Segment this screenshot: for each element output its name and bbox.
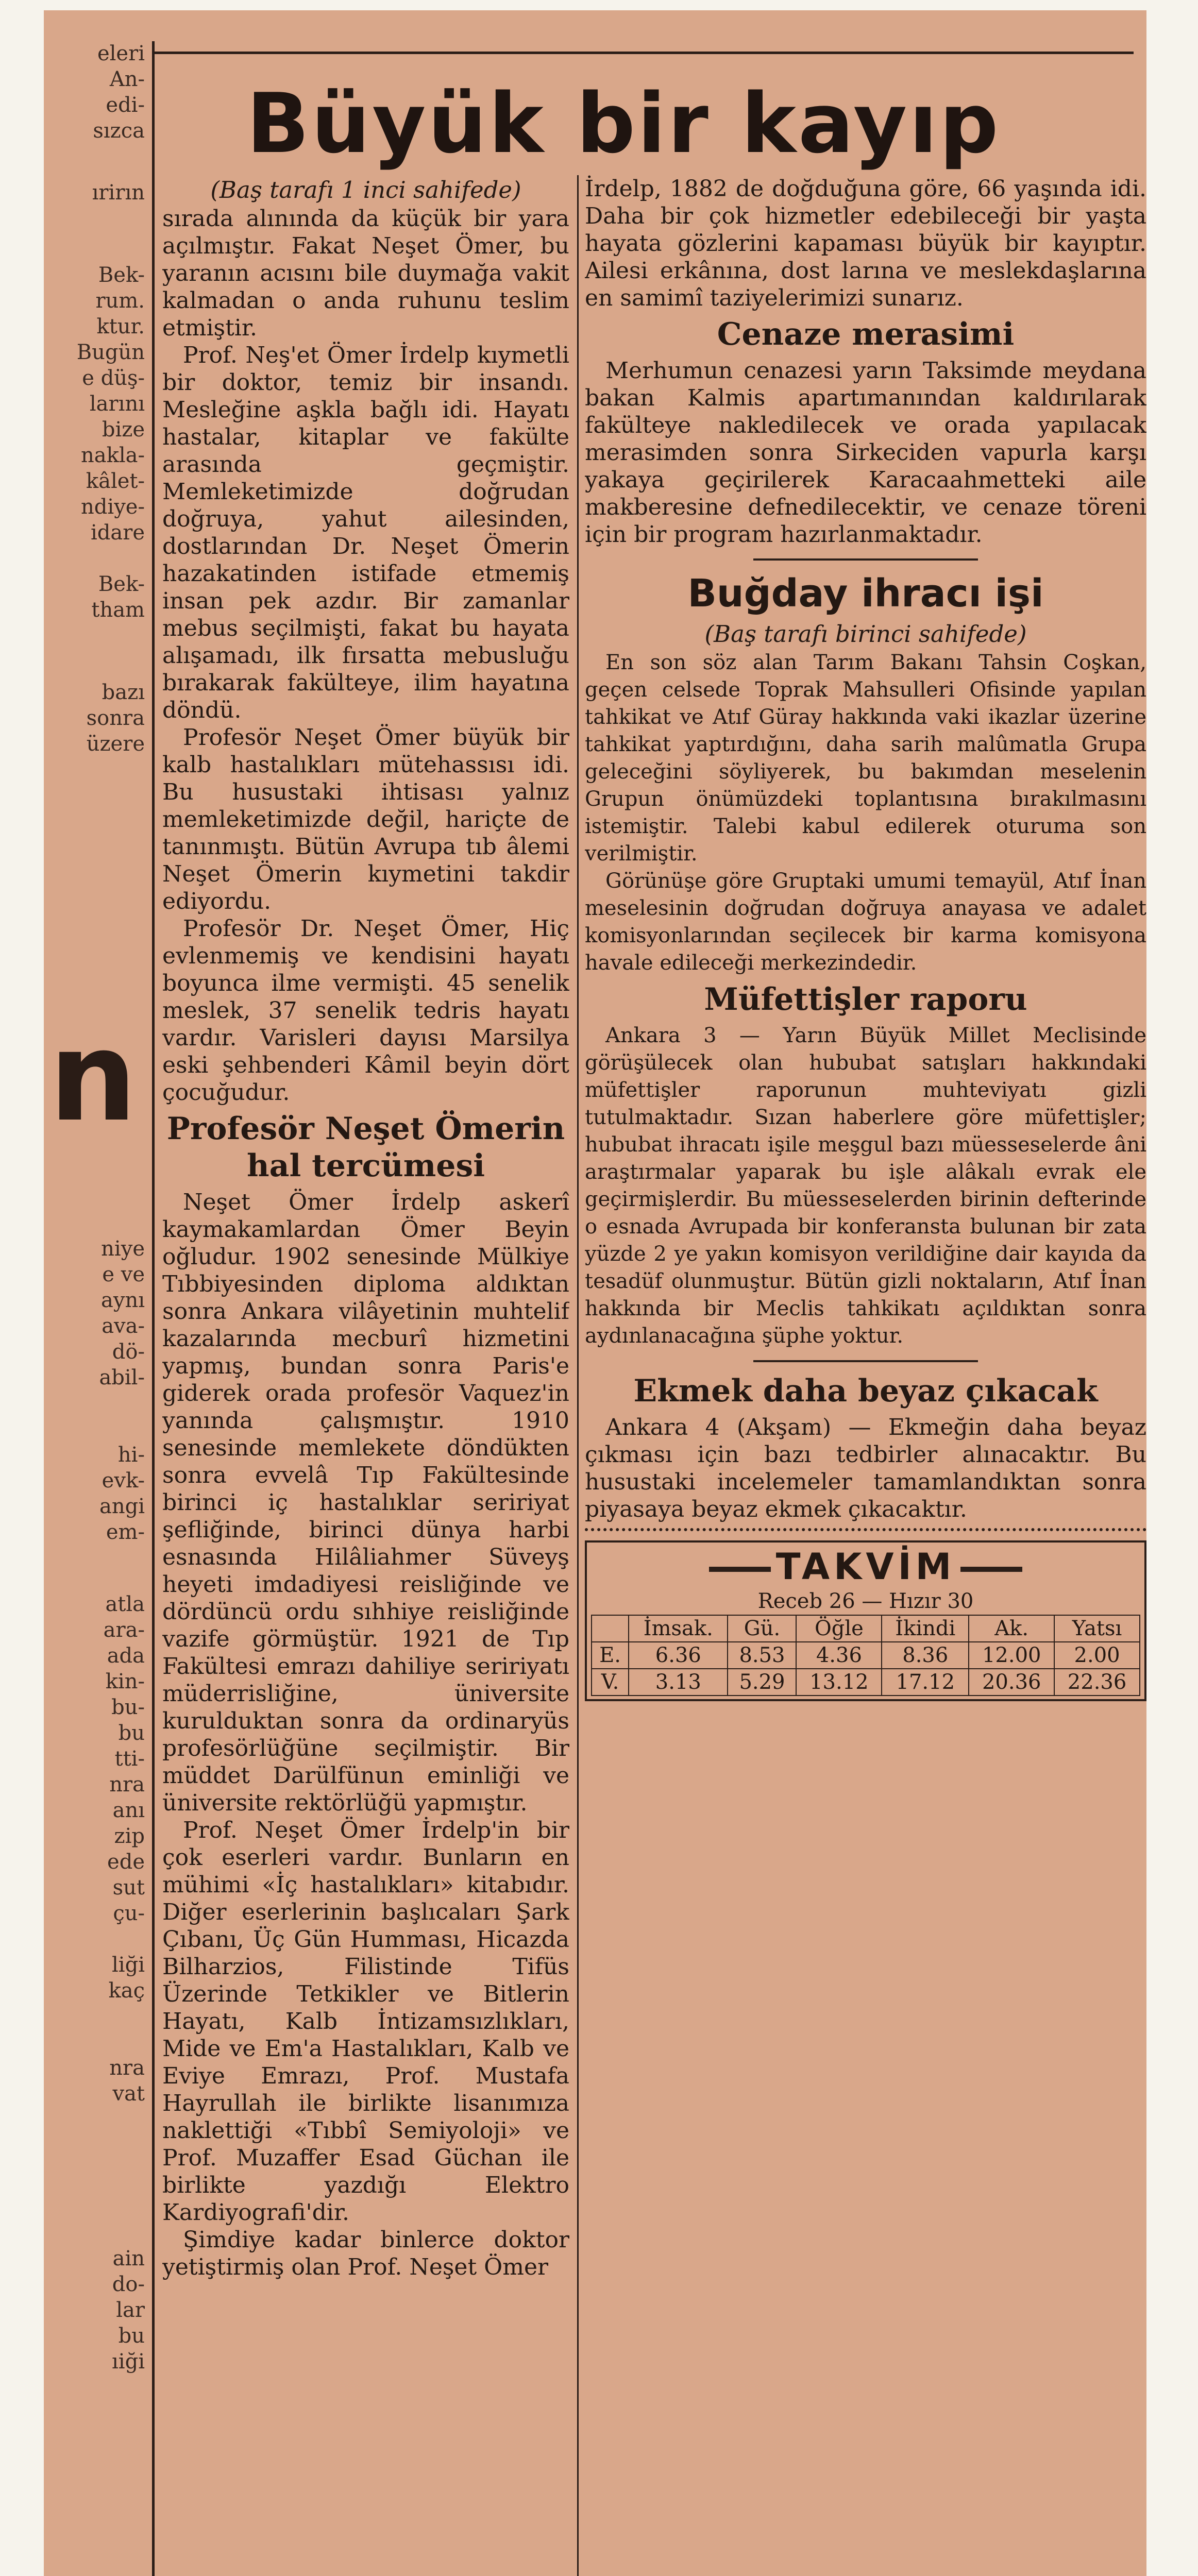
gutter-text-fragment: bu <box>118 2324 145 2348</box>
newspaper-clipping <box>44 10 1146 2576</box>
gutter-text-fragment: Bek- <box>98 572 145 596</box>
gutter-text-fragment: Bugün <box>76 341 145 364</box>
table-header-cell: İkindi <box>882 1615 969 1642</box>
table-header-cell <box>592 1615 629 1642</box>
gutter-text-fragment: anı <box>112 1799 145 1822</box>
calendar-title <box>591 1546 1140 1588</box>
table-cell: 20.36 <box>969 1669 1054 1696</box>
gutter-text-fragment: sızca <box>93 119 145 143</box>
top-rule <box>155 52 1134 54</box>
gutter-text-fragment: larını <box>89 392 145 416</box>
article-column-left <box>162 175 569 2281</box>
title-bar-ornament <box>960 1567 1022 1572</box>
table-row <box>592 1642 1140 1669</box>
gutter-text-fragment: nakla- <box>80 444 145 467</box>
gutter-text-fragment: nra <box>109 2056 145 2080</box>
table-cell: 4.36 <box>796 1642 882 1669</box>
gutter-text-fragment: ede <box>107 1850 145 1874</box>
table-cell: 6.36 <box>629 1642 728 1669</box>
gutter-text-fragment: vat <box>112 2082 145 2106</box>
gutter-text-fragment: hi- <box>117 1443 145 1467</box>
table-cell: 5.29 <box>728 1669 796 1696</box>
gutter-text-fragment: tham <box>91 598 145 622</box>
gutter-text-fragment: ndiye- <box>81 495 145 519</box>
continuation-caption: (Baş tarafı 1 inci sahifede) <box>210 176 521 204</box>
paragraph: Merhumun cenazesi yarın Taksimde meydana bakan Kalmis apartımanından kaldırılarak fakülteye nakledilecek ve orada yapılacak merasimden sonra Sirkeciden vapurla karşı yakaya geçirilerek Karacaahmetteki aile makberesine defnedilecektir, ve cenaze töreni için bir program hazırlanmaktadır. <box>585 358 1146 548</box>
gutter-text-fragment: tti- <box>114 1747 145 1771</box>
continuation-caption: (Baş tarafı birinci sahifede) <box>704 620 1027 648</box>
gutter-text-fragment: sut <box>112 1876 145 1900</box>
column-rule-left <box>152 41 155 2576</box>
gutter-text-fragment: liği <box>112 1953 145 1977</box>
paragraph: Görünüşe göre Gruptaki umumi temayül, Atıf İnan meselesinin doğrudan doğruya anayasa ve adalet komisyonlarından seçilecek bir karma komisyona havale edileceği merkezindedir. <box>585 869 1146 975</box>
gutter-text-fragment: eleri <box>97 42 145 65</box>
gutter-text-fragment: nra <box>109 1773 145 1797</box>
gutter-text-fragment: rum. <box>95 289 145 313</box>
paragraph: İrdelp, 1882 de doğduğuna göre, 66 yaşında idi. Daha bir çok hizmetler edebileceği bir yaşta hayata gözlerini kapaması büyük bir kayıptır. Ailesi erkânına, dost larına ve meslekdaşlarına en samimî taziyelerimizi sunarız. <box>585 176 1146 311</box>
table-cell: 17.12 <box>882 1669 969 1696</box>
gutter-text-fragment: do- <box>112 2273 145 2296</box>
gutter-text-fragment: em- <box>106 1520 145 1544</box>
table-cell: 13.12 <box>796 1669 882 1696</box>
gutter-text-fragment: üzere <box>86 732 145 756</box>
paragraph: Profesör Dr. Neşet Ömer, Hiç evlenmemiş ve kendisini hayatı boyunca ilme vermişti. 45 senelik meslek, 37 senelik tedris hayatı vardır. Varisleri dayısı Marsilya eski şehbenderi Kâmil beyin dört çocuğudur. <box>162 916 569 1106</box>
table-cell: 8.53 <box>728 1642 796 1669</box>
gutter-text-fragment: dö- <box>112 1340 145 1364</box>
paragraph: Neşet Ömer İrdelp askerî kaymakamlardan Ömer Beyin oğludur. 1902 senesinde Mülkiye Tıbbiyesinden diploma aldıktan sonra Ankara vilâyetinin muhtelif kazalarında mecburî hizmetini yapmış, bundan sonra Paris'e giderek orada profesör Vaquez'in yanında çalışmıştır. 1910 senesinde memlekete döndükten sonra evvelâ Tıp Fakültesinde birinci iç hastalıklar seririyat şefliğinde, birinci dünya harbi esnasında Hilâliahmer Süveyş heyeti imdadiyesi reisliğinde ve dördüncü ordu sıhhiye reisliğinde vazife görmüştür. 1921 de Tıp Fakültesi emrazı dahiliye seririyatı müderrisliğine, üniversite kurulduktan sonra da ordinaryüs profesörlüğüne seçilmiştir. Bir müddet Darülfünun eminliği ve üniversite rektörlüğü yapmıştır. <box>162 1189 569 1816</box>
previous-column-fragment <box>44 10 149 2576</box>
subheading-bread: Ekmek daha beyaz çıkacak <box>633 1373 1098 1409</box>
gutter-text-fragment: atla <box>105 1592 145 1616</box>
gutter-text-fragment: kâlet- <box>86 469 145 493</box>
gutter-text-fragment: ktur. <box>96 315 145 338</box>
gutter-text-fragment: evk- <box>102 1469 145 1493</box>
gutter-text-fragment: sonra <box>86 706 145 730</box>
prayer-times-calendar <box>585 1540 1146 1701</box>
gutter-text-fragment: ıiği <box>112 2350 145 2374</box>
headline-wheat-export: Buğday ihracı işi <box>687 571 1044 616</box>
gutter-text-fragment: idare <box>90 521 145 545</box>
gutter-text-fragment: angi <box>99 1495 145 1518</box>
table-cell: 12.00 <box>969 1642 1054 1669</box>
table-cell: V. <box>592 1669 629 1696</box>
gutter-text-fragment: ava- <box>102 1314 145 1338</box>
paragraph: Profesör Neşet Ömer büyük bir kalb hastalıkları mütehassısı idi. Bu husustaki ihtisası yalnız memleketimizde değil, hariçte de tanınmıştı. Bütün Avrupa tıb âlemi Neşet Ömerin kıymetini takdir ediyordu. <box>162 724 569 914</box>
gutter-text-fragment: ırirın <box>92 181 145 205</box>
gutter-text-fragment: niye <box>101 1237 145 1261</box>
paragraph: Ankara 3 — Yarın Büyük Millet Meclisinde görüşülecek olan hububat satışları hakkındaki müfettişler raporunun muhteviyatı gizli tutulmaktadır. Sızan haberlere göre müfettişler; hububat ihracatı işile meşgul bazı müesseselerde âni araştırmalar yaparak bu işle alâkalı evrak ele geçirmişlerdir. Bu müesseselerden birinin defterinde o esnada Avrupada bir konferansta bulunan bir zata yüzde 2 ye yakın komisyon verildiğine dair kayıda da tesadüf olunmuştur. Bütün gizli noktaların, Atıf İnan hakkında bir Meclis tahkikatı açıldıktan sonra aydınlanacağına şüphe yoktur. <box>585 1024 1146 1348</box>
article-column-right <box>585 175 1146 1701</box>
gutter-text-fragment: abil- <box>99 1366 145 1389</box>
gutter-text-fragment: e ve <box>102 1263 145 1286</box>
gutter-text-fragment: bazı <box>102 681 145 704</box>
table-cell: 2.00 <box>1054 1642 1140 1669</box>
gutter-text-fragment: bu <box>118 1721 145 1745</box>
prayer-times-table <box>591 1615 1140 1696</box>
gutter-text-fragment: aynı <box>101 1289 145 1312</box>
paragraph: Prof. Neşet Ömer İrdelp'in bir çok eserleri vardır. Bunların en mühimi «İç hastalıkları» kitabıdır. Diğer eserlerinin başlıcaları Şark Çıbanı, Üç Gün Humması, Hicazda Bilharzios, Filistinde Tifüs Üzerinde Tetkikler ve Bitlerin Hayatı, Kalb İntizamsızlıkları, Mide ve Em'a Hastalıkları, Kalb ve Eviye Emrazı, Prof. Mustafa Hayrullah ile birlikte lisanımıza naklettiği «Tıbbî Semiyoloji» ve Prof. Muzaffer Esad Güchan ile birlikte yazdığı Elektro Kardiyografi'dir. <box>162 1817 569 2226</box>
gutter-text-fragment: e düş- <box>82 366 145 390</box>
gutter-text-fragment: edi- <box>106 93 145 117</box>
table-cell: 8.36 <box>882 1642 969 1669</box>
table-row <box>592 1669 1140 1696</box>
title-bar-ornament <box>709 1567 771 1572</box>
table-cell: 22.36 <box>1054 1669 1140 1696</box>
subheading-inspectors-report: Müfettişler raporu <box>704 981 1027 1018</box>
table-cell: E. <box>592 1642 629 1669</box>
gutter-text-fragment: kaç <box>108 1979 145 2003</box>
gutter-text-fragment: ara- <box>103 1618 145 1642</box>
headline: Büyük bir kayıp <box>246 75 1001 172</box>
separator-rule <box>753 558 978 561</box>
gutter-text-fragment: zip <box>114 1824 145 1848</box>
table-cell: 3.13 <box>629 1669 728 1696</box>
gutter-text-fragment: ain <box>112 2247 145 2270</box>
table-header-cell: Yatsı <box>1054 1615 1140 1642</box>
gutter-text-fragment: ada <box>107 1644 145 1668</box>
column-rule-middle <box>577 175 579 2576</box>
gutter-text-fragment: An- <box>109 67 145 91</box>
large-letter-fragment: n <box>49 1005 137 1149</box>
paragraph: sırada alınında da küçük bir yara açılmıştır. Fakat Neşet Ömer, bu yaranın acısını bile duymağa vakit kalmadan o anda ruhunu teslim etmiştir. <box>162 206 569 341</box>
gutter-text-fragment: çu- <box>113 1902 145 1925</box>
subheading-biography: Profesör Neşet Ömerin hal tercümesi <box>166 1111 565 1184</box>
gutter-text-fragment: lar <box>116 2298 145 2322</box>
paragraph: Prof. Neş'et Ömer İrdelp kıymetli bir doktor, temiz bir insandı. Mesleğine aşkla bağlı idi. Hayatı hastalar, kitaplar ve fakülte arasında geçmiştir. Memleketimizde doğrudan doğruya, yahut ailesinden, dostlarından Dr. Neşet Ömerin hazakatinden istifade etmemiş insan pek azdır. Bir zamanlar mebus seçilmişti, fakat bu hayata alışamadı, ilk fırsatta mebusluğu bırakarak fakülteye, ilim hayatına döndü. <box>162 342 569 723</box>
table-header-row <box>592 1615 1140 1642</box>
table-header-cell: Gü. <box>728 1615 796 1642</box>
table-header-cell: İmsak. <box>629 1615 728 1642</box>
gutter-text-fragment: bu- <box>111 1696 145 1719</box>
separator-rule <box>753 1360 978 1362</box>
paragraph: Şimdiye kadar binlerce doktor yetiştirmiş olan Prof. Neşet Ömer <box>162 2227 569 2280</box>
subheading-funeral: Cenaze merasimi <box>717 316 1015 352</box>
calendar-title-text: TAKVİM <box>775 1546 956 1588</box>
table-header-cell: Ak. <box>969 1615 1054 1642</box>
dotted-rule <box>585 1528 1146 1535</box>
gutter-text-fragment: Bek- <box>98 263 145 287</box>
gutter-text-fragment: bize <box>102 418 145 442</box>
paragraph: Ankara 4 (Akşam) — Ekmeğin daha beyaz çıkması için bazı tedbirler alınacaktır. Bu husustaki incelemeler tamamlandıktan sonra piyasaya beyaz ekmek çıkacaktır. <box>585 1414 1146 1522</box>
gutter-text-fragment: kin- <box>105 1670 145 1693</box>
calendar-date: Receb 26 — Hızır 30 <box>757 1589 974 1613</box>
table-header-cell: Öğle <box>796 1615 882 1642</box>
paragraph: En son söz alan Tarım Bakanı Tahsin Coşkan, geçen celsede Toprak Mahsulleri Ofisinde yapılan tahkikat ve Atıf Güray hakkında vaki ikazlar üzerine tahkikat yaptırdığını, daha sarih malûmatla Grupa geleceğini söyliyerek, bu bakımdan meselenin Grupun önümüzdeki toplantısına bırakılmasını istemiştir. Talebi kabul edilerek oturuma son verilmiştir. <box>585 651 1146 866</box>
